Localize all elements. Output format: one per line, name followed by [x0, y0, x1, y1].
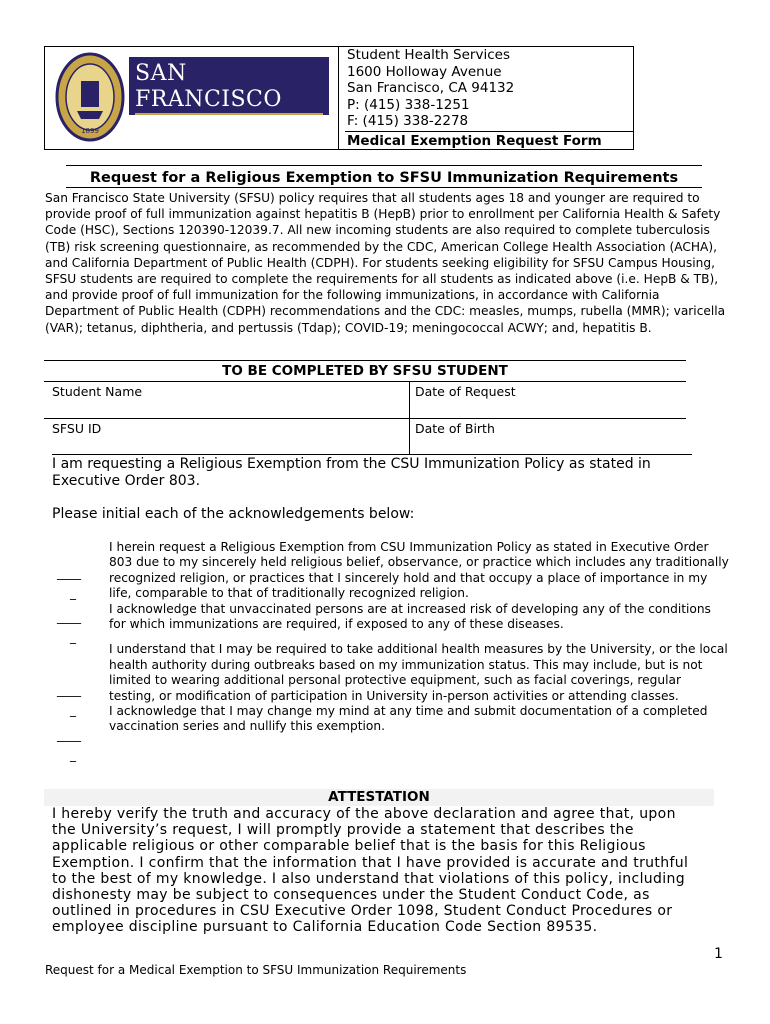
initial-blank-2[interactable]: ____: [57, 610, 81, 624]
initial-blank-1-tail: _: [70, 586, 76, 600]
initial-prompt: Please initial each of the acknowledgements below:: [52, 506, 415, 522]
header-box: [44, 46, 634, 150]
wordmark-line2: STATE UNIVERSITY: [135, 116, 323, 137]
field-row-name: [44, 381, 686, 418]
initial-blank-2-tail: _: [70, 630, 76, 644]
acknowledgement-4: I acknowledge that I may change my mind at any time and submit documentation of a completed vaccination series and nullify this exemption.: [109, 704, 708, 734]
office-name: Student Health Services: [347, 47, 510, 63]
student-section: [44, 360, 686, 455]
initial-blank-1[interactable]: ____: [57, 566, 81, 580]
university-wordmark: [129, 57, 329, 137]
document-title: Request for a Religious Exemption to SFSU Immunization Requirements: [66, 165, 702, 188]
logo-cell: [45, 47, 339, 149]
attestation-body: I hereby verify the truth and accuracy of the above declaration and agree that, upon the University’s request, I will promptly provide a statement that describes the applicable religious or other comparable belief that is the basis for this Religious Exemption. I confirm that the information that I have provided is accurate and truthful to the best of my knowledge. I also understand that violations of this policy, including dishonesty may be subject to consequences under the Student Conduct Code, as outlined in procedures in CSU Executive Order 1098, Student Conduct Procedures or employee discipline pursuant to California Education Code Section 89535.: [52, 806, 689, 936]
date-of-birth-field[interactable]: Date of Birth: [415, 421, 495, 436]
office-phone: P: (415) 338-1251: [347, 96, 470, 113]
seal-year: 1899: [81, 127, 99, 135]
office-city: San Francisco, CA 94132: [347, 80, 515, 96]
page-number: 1: [714, 946, 723, 962]
field-divider: [409, 382, 410, 418]
initial-blank-3[interactable]: ____: [57, 683, 81, 697]
policy-intro: San Francisco State University (SFSU) policy requires that all students ages 18 and younger are required to provide proof of full immunization against hepatitis B (HepB) prior to enrollment per California Health & Safety Code (HSC), Sections 120390-12039.7. All new incoming students are also required to complete tuberculosis (TB) risk screening questionnaire, as recommended by the CDC, American College Health Association (ACHA), and California Department of Public Health (CDPH). For students seeking eligibility for SFSU Campus Housing, SFSU students are required to complete the requirements for all students as indicated above (i.e. HepB & TB), and provide proof of full immunization for the following immunizations, in accordance with California Department of Public Health (CDPH) recommendations and the CDC: measles, mumps, rubella (MMR); varicella (VAR); tetanus, diphtheria, and pertussis (Tdap); COVID-19; meningococcal ACWY; and, hepatitis B.: [45, 191, 726, 335]
office-address: 1600 Holloway Avenue: [347, 63, 502, 80]
wordmark-line1: SAN FRANCISCO: [135, 61, 323, 115]
initial-blank-4[interactable]: ____: [57, 728, 81, 742]
acknowledgement-2: I acknowledge that unvaccinated persons are at increased risk of developing any of the conditions for which immunizations are required, if exposed to any of these diseases.: [109, 601, 711, 632]
contact-block: [345, 47, 633, 149]
acknowledgement-3: I understand that I may be required to take additional health measures by the University, or the local health authority during outbreaks based on my immunization status. This may include, but is not limited to wearing additional personal protective equipment, such as facial coverings, regular testing, or modification of participation in University in-person activities or attending classes.: [109, 642, 728, 703]
acknowledgement-1: I herein request a Religious Exemption from CSU Immunization Policy as stated in Executive Order 803 due to my sincerely held religious belief, observance, or practice which includes any traditionally recognized religion, or practices that I sincerely hold and that occupy a place of importance in my life, comparable to that of traditionally recognized religion.: [109, 540, 729, 601]
footer-text: Request for a Medical Exemption to SFSU Immunization Requirements: [45, 963, 467, 977]
acknowledgement-list: [109, 540, 729, 735]
office-fax: F: (415) 338-2278: [347, 113, 469, 129]
student-name-field[interactable]: Student Name: [52, 384, 143, 399]
field-divider: [409, 419, 410, 455]
attestation-heading: ATTESTATION: [44, 789, 714, 806]
field-row-id: [44, 418, 686, 455]
sfsu-id-field[interactable]: SFSU ID: [52, 421, 102, 436]
initial-blank-3-tail: _: [70, 703, 76, 717]
student-section-heading: TO BE COMPLETED BY SFSU STUDENT: [44, 360, 686, 381]
university-seal: [55, 51, 125, 143]
request-statement: I am requesting a Religious Exemption from the CSU Immunization Policy as stated in Executive Order 803.: [52, 454, 692, 490]
form-title: Medical Exemption Request Form: [345, 131, 633, 150]
initial-blank-4-tail: _: [70, 748, 76, 762]
date-of-request-field[interactable]: Date of Request: [415, 384, 516, 399]
